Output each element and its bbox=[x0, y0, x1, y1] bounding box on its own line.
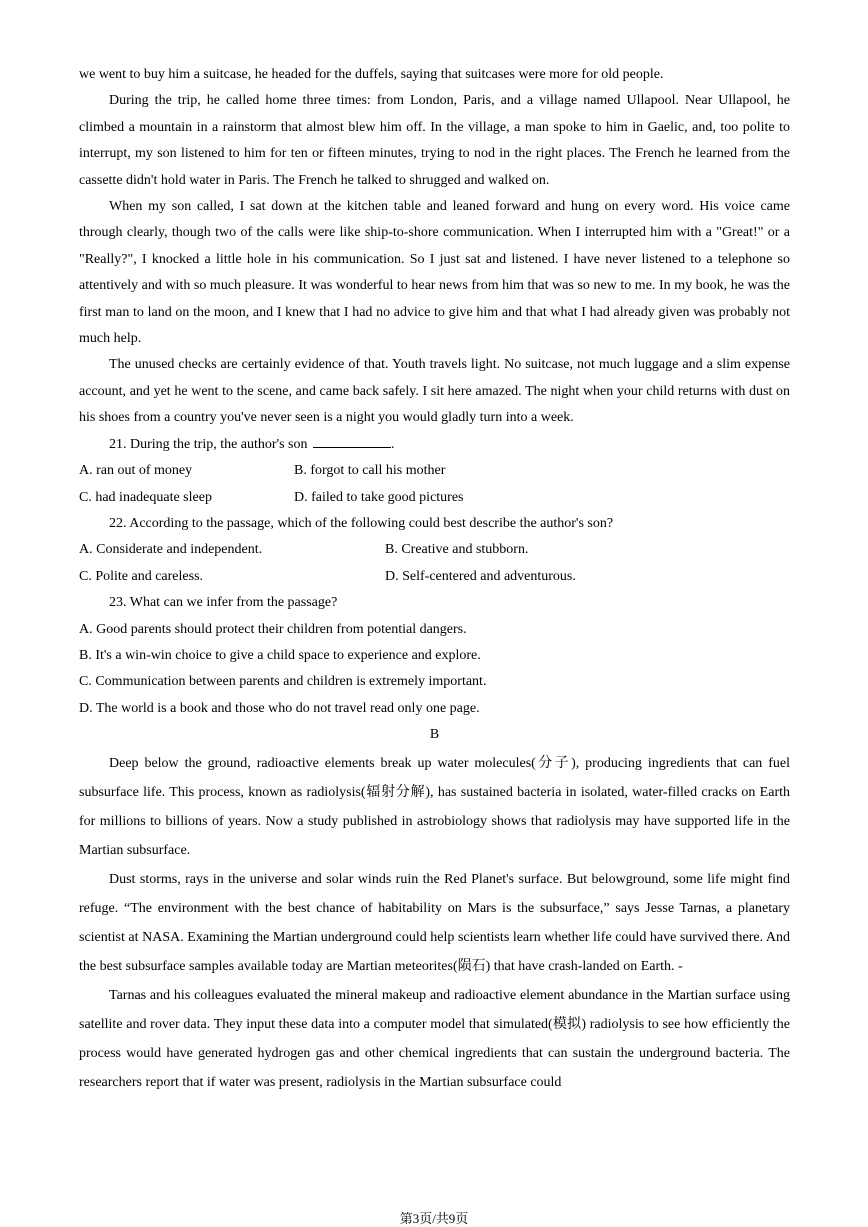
paragraph: Deep below the ground, radioactive elements break up water molecules(分子), producing ingredients that can fuel subsurface life. This process, known as radiolysis(辐射分解), has sustained bacteria in isolated, water-filled cracks on Earth for millions to billions of years. Now a study published in astrobiology shows that radiolysis may have supported life in the Martian subsurface. bbox=[79, 755, 790, 858]
option-c: C. Communication between parents and children is extremely important. bbox=[79, 674, 487, 690]
question-stem: 21. During the trip, the author's son bbox=[109, 436, 308, 452]
option-d: D. Self-centered and adventurous. bbox=[385, 568, 576, 584]
question-end: . bbox=[391, 436, 395, 452]
paragraph: The unused checks are certainly evidence of that. Youth travels light. No suitcase, not much luggage and a slim expense account, and yet he went to the scene, and came back safely. I sit here amazed. The night when your child returns with dust on his shoes from a country you've never seen is a night you would gladly turn into a week. bbox=[79, 357, 790, 426]
page-number: 第3页/共9页 bbox=[399, 1211, 469, 1226]
document-body bbox=[79, 62, 790, 1097]
option-a: A. Good parents should protect their children from potential dangers. bbox=[79, 621, 467, 637]
question-stem: 23. What can we infer from the passage? bbox=[109, 595, 338, 611]
paragraph: we went to buy him a suitcase, he headed for the duffels, saying that suitcases were more for old people. bbox=[79, 67, 664, 82]
option-a: A. Considerate and independent. bbox=[79, 542, 263, 558]
paragraph: During the trip, he called home three times: from London, Paris, and a village named Ullapool. Near Ullapool, he climbed a mountain in a rainstorm that almost blew him off. In the village, a man spoke to him in Gaelic, and, too polite to interrupt, my son listened to him for ten or fifteen minutes, trying to nod in the right places. The French he learned from the cassette didn't hold water in Paris. The French he talked to shrugged and walked on. bbox=[79, 93, 790, 188]
question-22 bbox=[79, 511, 790, 590]
section-b bbox=[79, 749, 790, 1097]
option-b: B. It's a win-win choice to give a child space to experience and explore. bbox=[79, 647, 481, 663]
option-c: C. had inadequate sleep bbox=[79, 489, 212, 505]
paragraph: Dust storms, rays in the universe and solar winds ruin the Red Planet's surface. But belowground, some life might find refuge. “The environment with the best chance of habitability on Mars is the subsurface,” says Jesse Tarnas, a planetary scientist at NASA. Examining the Martian underground could help scientists learn whether life could have survived there. And the best subsurface samples available today are Martian meteorites(陨石) that have crash-landed on Earth. - bbox=[79, 871, 790, 974]
option-b: B. forgot to call his mother bbox=[294, 463, 446, 479]
answer-blank bbox=[313, 435, 391, 448]
option-a: A. ran out of money bbox=[79, 463, 193, 479]
question-23 bbox=[79, 590, 790, 722]
option-d: D. The world is a book and those who do not travel read only one page. bbox=[79, 700, 480, 716]
option-c: C. Polite and careless. bbox=[79, 568, 204, 584]
paragraph: Tarnas and his colleagues evaluated the mineral makeup and radioactive element abundance in the Martian surface using satellite and rover data. They input these data into a computer model that simulated(模拟) radiolysis to see how efficiently the process would have generated hydrogen gas and other chemical ingredients that can sustain the underground bacteria. The researchers report that if water was present, radiolysis in the Martian subsurface could bbox=[79, 987, 790, 1090]
question-stem: 22. According to the passage, which of the following could best describe the author's son? bbox=[109, 515, 614, 531]
option-d: D. failed to take good pictures bbox=[294, 489, 464, 505]
option-b: B. Creative and stubborn. bbox=[385, 542, 529, 558]
section-b-heading: B bbox=[429, 727, 440, 743]
paragraph: When my son called, I sat down at the kitchen table and leaned forward and hung on every word. His voice came through clearly, though two of the calls were like ship-to-shore communication. When I interrupted him with a "Great!" or a "Really?", I knocked a little hole in his communication. So I just sat and listened. I have never listened to a telephone so attentively and with so much pleasure. It was wonderful to hear news from him that was so new to me. In my book, he was the first man to land on the moon, and I knew that I had no advice to give him and that what I had already given was probably not much help. bbox=[79, 199, 790, 347]
question-21 bbox=[79, 432, 790, 511]
